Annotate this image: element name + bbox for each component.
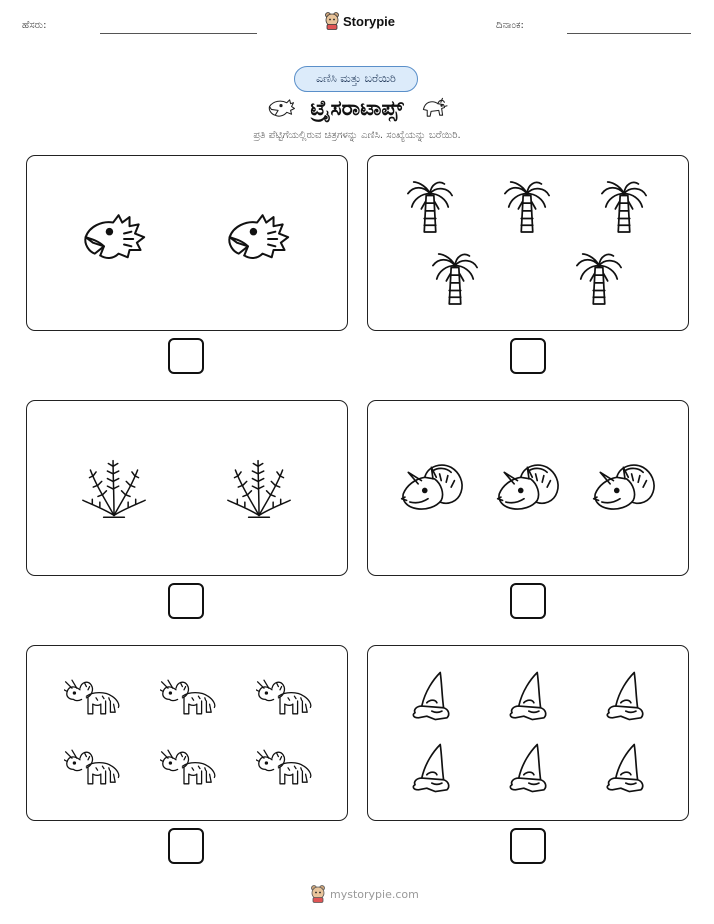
brand	[324, 12, 395, 30]
triceratops-icon	[256, 677, 312, 717]
activity-badge: ಎಣಿಸಿ ಮತ್ತು ಬರೆಯಿರಿ	[294, 66, 418, 92]
answer-box-5[interactable]	[168, 828, 204, 864]
palm-tree-icon	[575, 252, 623, 306]
answer-box-1[interactable]	[168, 338, 204, 374]
title-row	[0, 94, 714, 122]
name-line[interactable]	[100, 33, 257, 34]
storypie-logo-icon	[310, 885, 326, 903]
worksheet-title: ಟ್ರೈಸರಾಟಾಪ್ಸ್	[310, 95, 404, 120]
answer-box-6[interactable]	[510, 828, 546, 864]
counting-card-3	[26, 400, 348, 576]
palm-tree-icon	[406, 180, 454, 234]
counting-card-4	[367, 400, 689, 576]
counting-card-2	[367, 155, 689, 331]
horn-icon	[507, 742, 549, 794]
horn-icon	[410, 742, 452, 794]
fern-plant-icon	[226, 456, 292, 520]
storypie-logo-icon	[324, 12, 340, 30]
triceratops-head-icon	[400, 457, 466, 519]
triceratops-icon	[64, 677, 120, 717]
counting-card-1	[26, 155, 348, 331]
answer-box-3[interactable]	[168, 583, 204, 619]
date-label: ದಿನಾಂಕ:	[496, 20, 524, 31]
triceratops-head-icon	[592, 457, 658, 519]
dino-head-icon	[266, 96, 296, 120]
horn-icon	[604, 742, 646, 794]
date-line[interactable]	[567, 33, 691, 34]
instruction-text: ಪ್ರತಿ ಪೆಟ್ಟಿಗೆಯಲ್ಲಿರುವ ಚಿತ್ರಗಳನ್ನು ಎಣಿಸಿ. ಸಂಖ್ಯೆಯನ್ನು ಬರೆಯಿರಿ.	[253, 130, 461, 141]
horn-icon	[507, 670, 549, 722]
dino-head-icon	[82, 211, 146, 267]
triceratops-icon	[256, 747, 312, 787]
triceratops-icon	[160, 747, 216, 787]
palm-tree-icon	[600, 180, 648, 234]
footer-url[interactable]: mystorypie.com	[330, 887, 419, 901]
counting-card-6	[367, 645, 689, 821]
dino-head-icon	[226, 211, 290, 267]
triceratops-head-icon	[496, 457, 562, 519]
brand-name: Storypie	[343, 13, 396, 29]
fern-plant-icon	[81, 456, 147, 520]
footer	[310, 885, 419, 903]
name-label: ಹೆಸರು:	[22, 20, 47, 31]
answer-box-2[interactable]	[510, 338, 546, 374]
answer-box-4[interactable]	[510, 583, 546, 619]
horn-icon	[604, 670, 646, 722]
triceratops-icon	[418, 96, 448, 120]
triceratops-icon	[160, 677, 216, 717]
triceratops-icon	[64, 747, 120, 787]
counting-card-5	[26, 645, 348, 821]
palm-tree-icon	[503, 180, 551, 234]
horn-icon	[410, 670, 452, 722]
palm-tree-icon	[431, 252, 479, 306]
